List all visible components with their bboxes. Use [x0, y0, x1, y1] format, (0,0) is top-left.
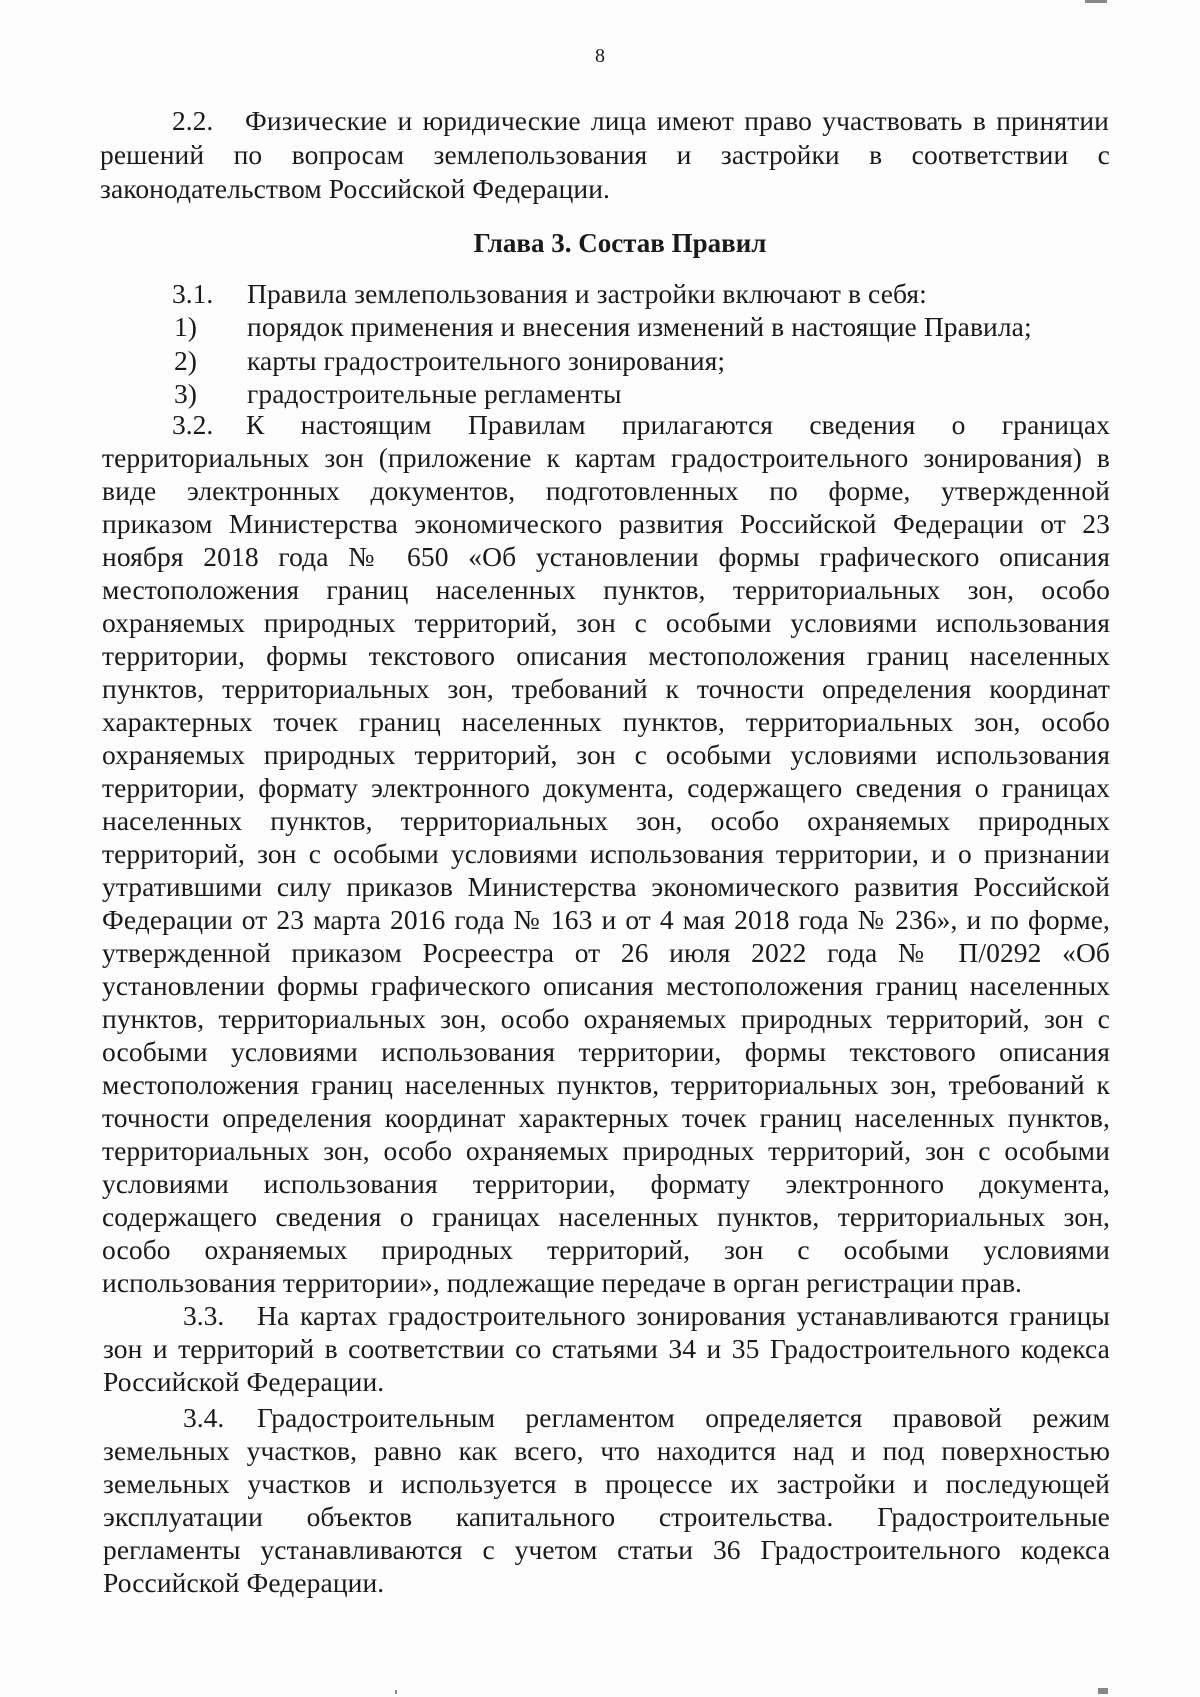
- page-number: 8: [595, 45, 605, 67]
- p32-line-8: территории, формы текстового описания местоположения границ населенных: [102, 640, 1110, 671]
- p32-line-19: пунктов, территориальных зон, особо охраняемых природных территорий, зон с: [102, 1003, 1110, 1034]
- p22-line-1: Физические и юридические лица имеют право участвовать в принятии: [245, 105, 1109, 136]
- p32-line-16: Федерации от 23 марта 2016 года № 163 и от 4 мая 2018 года № 236», и по форме,: [102, 904, 1110, 935]
- p32-line-5: ноября 2018 года № 650 «Об установлении формы графического описания: [102, 541, 1110, 572]
- p34-line-5: регламенты устанавливаются с учетом статьи 36 Градостроительного кодекса: [103, 1534, 1110, 1565]
- p34-line-6: Российской Федерации.: [103, 1567, 385, 1598]
- p31-item-2-text: карты градостроительного зонирования;: [247, 345, 726, 376]
- scan-speck-top: [1085, 0, 1107, 3]
- p32-number: 3.2.: [172, 409, 214, 440]
- p31-text: Правила землепользования и застройки включают в себя:: [247, 278, 927, 309]
- p32-line-3: виде электронных документов, подготовленных по форме, утвержденной: [102, 475, 1110, 506]
- p32-line-9: пунктов, территориальных зон, требований к точности определения координат: [102, 673, 1110, 704]
- p32-line-18: установлении формы графического описания местоположения границ населенных: [102, 970, 1110, 1001]
- p34-number: 3.4.: [183, 1402, 225, 1433]
- p34-line-3: земельных участков и используется в процессе их застройки и последующей: [103, 1468, 1110, 1499]
- p32-line-20: особыми условиями использования территории, формы текстового описания: [102, 1036, 1110, 1067]
- scan-speck-bottom-right: [1098, 1688, 1108, 1694]
- p32-line-14: территорий, зон с особыми условиями использования территории, и о признании: [102, 838, 1110, 869]
- p33-line-1: На картах градостроительного зонирования устанавливаются границы: [257, 1300, 1110, 1331]
- p32-line-26: особо охраняемых природных территорий, зон с особыми условиями: [102, 1234, 1110, 1265]
- p32-line-7: охраняемых природных территорий, зон с особыми условиями использования: [102, 607, 1110, 638]
- p32-line-23: территориальных зон, особо охраняемых природных территорий, зон с особыми: [102, 1135, 1110, 1166]
- p32-line-4: приказом Министерства экономического развития Российской Федерации от 23: [102, 508, 1110, 539]
- p34-line-4: эксплуатации объектов капитального строительства. Градостроительные: [103, 1501, 1110, 1532]
- p32-line-1: К настоящим Правилам прилагаются сведения о границах: [246, 409, 1110, 440]
- p31-item-1-number: 1): [174, 311, 197, 342]
- p32-line-24: условиями использования территории, формату электронного документа,: [102, 1168, 1110, 1199]
- p32-line-22: точности определения координат характерных точек границ населенных пунктов,: [102, 1102, 1110, 1133]
- p31-item-2-number: 2): [174, 345, 197, 376]
- p22-line-3: законодательством Российской Федерации.: [100, 173, 611, 204]
- p32-line-11: охраняемых природных территорий, зон с особыми условиями использования: [102, 739, 1110, 770]
- p22-line-2: решений по вопросам землепользования и застройки в соответствии с: [100, 139, 1110, 170]
- p32-line-25: содержащего сведения о границах населенных пунктов, территориальных зон,: [102, 1201, 1110, 1232]
- scan-speck-bottom-left: [395, 1690, 397, 1694]
- p31-item-1-text: порядок применения и внесения изменений в настоящие Правила;: [247, 311, 1032, 342]
- p34-line-1: Градостроительным регламентом определяется правовой режим: [257, 1402, 1110, 1433]
- p32-line-21: местоположения границ населенных пунктов, территориальных зон, требований к: [102, 1069, 1110, 1100]
- p33-line-3: Российской Федерации.: [103, 1366, 385, 1397]
- p32-line-27: использования территории», подлежащие передаче в орган регистрации прав.: [102, 1267, 1023, 1298]
- p32-line-10: характерных точек границ населенных пунктов, территориальных зон, особо: [102, 706, 1110, 737]
- p31-number: 3.1.: [172, 278, 214, 309]
- p31-item-3-number: 3): [174, 378, 197, 409]
- p31-item-3-text: градостроительные регламенты: [247, 378, 622, 409]
- p32-line-15: утратившими силу приказов Министерства экономического развития Российской: [102, 871, 1110, 902]
- p32-line-6: местоположения границ населенных пунктов, территориальных зон, особо: [102, 574, 1110, 605]
- p32-line-17: утвержденной приказом Росреестра от 26 июля 2022 года № П/0292 «Об: [102, 937, 1110, 968]
- chapter-title: Глава 3. Состав Правил: [473, 228, 767, 258]
- p33-number: 3.3.: [183, 1300, 225, 1331]
- p32-line-13: населенных пунктов, территориальных зон, особо охраняемых природных: [102, 805, 1110, 836]
- p22-number: 2.2.: [172, 105, 214, 136]
- p32-line-2: территориальных зон (приложение к картам градостроительного зонирования) в: [102, 442, 1110, 473]
- p34-line-2: земельных участков, равно как всего, что находится над и под поверхностью: [103, 1435, 1110, 1466]
- p32-line-12: территории, формату электронного документа, содержащего сведения о границах: [102, 772, 1110, 803]
- p33-line-2: зон и территорий в соответствии со статьями 34 и 35 Градостроительного кодекса: [103, 1333, 1110, 1364]
